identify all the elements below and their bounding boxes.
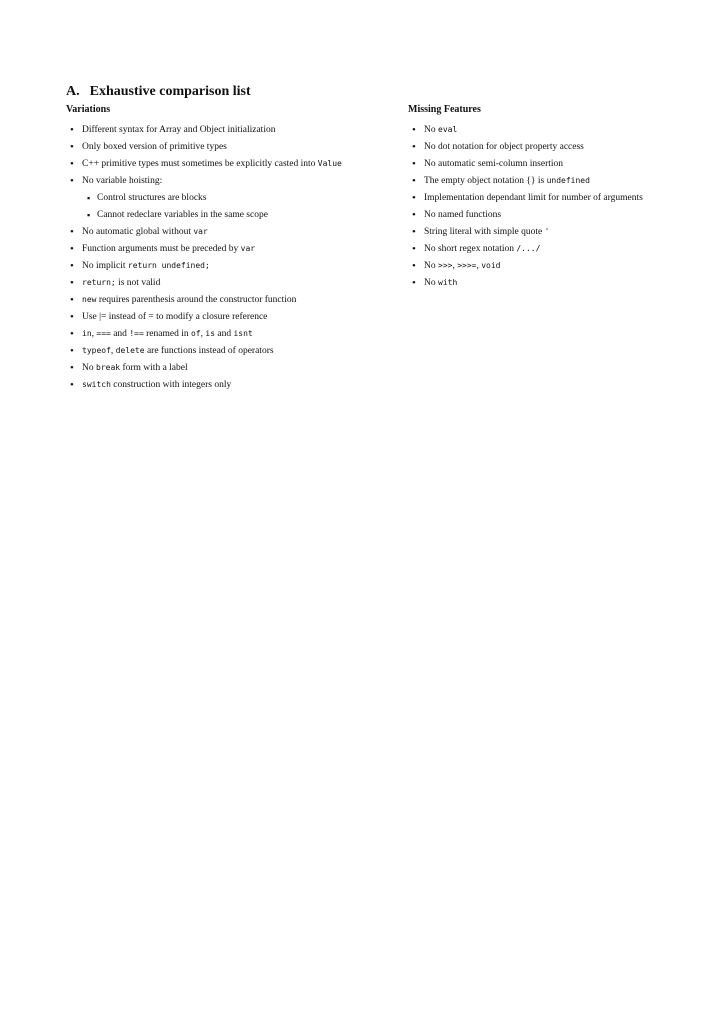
list-item [408, 192, 688, 204]
missing-features-list [408, 124, 688, 289]
list-item-text: Function arguments must be preceded by [82, 244, 241, 254]
code-token: var [193, 227, 208, 236]
list-item-text: No [82, 363, 96, 373]
code-token: === [96, 329, 111, 338]
list-item-text: The empty object notation {} is [424, 176, 547, 186]
list-item-text: No named functions [424, 210, 502, 220]
code-token: var [240, 244, 256, 253]
list-item-text: No dot notation for object property access [424, 142, 584, 152]
code-token: is [205, 329, 216, 338]
sub-list-item: ▪ Cannot redeclare variables in the same scope [82, 209, 342, 221]
list-item-text: No short regex notation [424, 244, 517, 254]
list-item-text: C++ primitive types must sometimes be explicitly casted into [82, 159, 318, 169]
list-item [408, 209, 688, 221]
sub-list-item: ▪ Control structures are blocks [82, 192, 342, 204]
code-token: return undefined; [127, 261, 210, 270]
list-item-text: , [110, 346, 116, 356]
list-item-text: No automatic semi-column insertion [424, 159, 564, 169]
sub-list [82, 192, 342, 221]
list-item [408, 277, 688, 289]
list-item-text: renamed in [143, 329, 191, 339]
list-item [66, 379, 342, 391]
list-item [66, 243, 342, 255]
list-item-text: String literal with simple quote [424, 227, 545, 237]
list-item [66, 124, 342, 136]
list-item-text: , [200, 329, 206, 339]
code-token: /.../ [516, 244, 541, 253]
list-item [408, 260, 688, 272]
list-item-text: , [452, 261, 458, 271]
list-item-text: No [424, 261, 438, 271]
list-item-text: are functions instead of operators [144, 346, 274, 356]
missing-features-column [408, 104, 688, 294]
list-item [66, 277, 342, 289]
code-token: delete [115, 346, 145, 355]
code-token: break [96, 363, 121, 372]
list-item-text: No implicit [82, 261, 128, 271]
code-token: !== [129, 329, 144, 338]
list-item [66, 141, 342, 153]
list-item-text: No [424, 125, 438, 135]
list-item-text: construction with integers only [110, 380, 232, 390]
list-item [66, 345, 342, 357]
list-item [408, 124, 688, 136]
list-item-text: requires parenthesis around the constructor function [96, 295, 297, 305]
list-item [66, 226, 342, 238]
section-number: A. [66, 84, 80, 99]
list-item-text: Implementation dependant limit for number of arguments [424, 193, 643, 203]
code-token: void [481, 261, 501, 270]
section-title: Exhaustive comparison list [89, 84, 251, 99]
code-token: in [82, 329, 92, 338]
list-item-text: Only boxed version of primitive types [82, 142, 227, 152]
list-item-text: Different syntax for Array and Object initialization [82, 125, 276, 135]
code-token: return; [82, 278, 116, 287]
list-item-text: is not valid [115, 278, 161, 288]
list-item-text: , [476, 261, 482, 271]
list-item [66, 311, 342, 323]
code-token: >>> [438, 261, 453, 270]
list-item-text: No automatic global without [82, 227, 194, 237]
list-item-text: and [215, 329, 234, 339]
code-token: switch [82, 380, 111, 389]
code-token: typeof [82, 346, 111, 355]
code-token: >>>= [457, 261, 477, 270]
missing-features-heading: Missing Features [408, 104, 481, 115]
list-item-text: form with a label [120, 363, 188, 373]
code-token: new [82, 295, 97, 304]
list-item [66, 158, 342, 170]
list-item [408, 226, 688, 238]
list-item [408, 243, 688, 255]
list-item [66, 362, 342, 374]
code-token: ' [544, 227, 550, 236]
list-item [66, 294, 342, 306]
list-item [408, 175, 688, 187]
list-item [408, 141, 688, 153]
list-item-text: No variable hoisting: [82, 176, 163, 186]
variations-heading: Variations [66, 104, 111, 115]
variations-list [66, 124, 342, 391]
list-item-text: , [91, 329, 97, 339]
list-item-text: and [110, 329, 130, 339]
code-token: eval [438, 125, 458, 134]
list-item [66, 328, 342, 340]
list-item [408, 158, 688, 170]
list-item-text: No [424, 278, 438, 288]
list-item-text: Use |= instead of = to modify a closure reference [82, 312, 268, 322]
code-token: of [190, 329, 201, 338]
code-token: isnt [233, 329, 253, 338]
list-item [66, 175, 342, 221]
code-token: with [438, 278, 458, 287]
variations-column [66, 104, 342, 396]
code-token: Value [317, 159, 342, 168]
section-heading [66, 84, 251, 100]
code-token: undefined [546, 176, 590, 185]
list-item [66, 260, 342, 272]
